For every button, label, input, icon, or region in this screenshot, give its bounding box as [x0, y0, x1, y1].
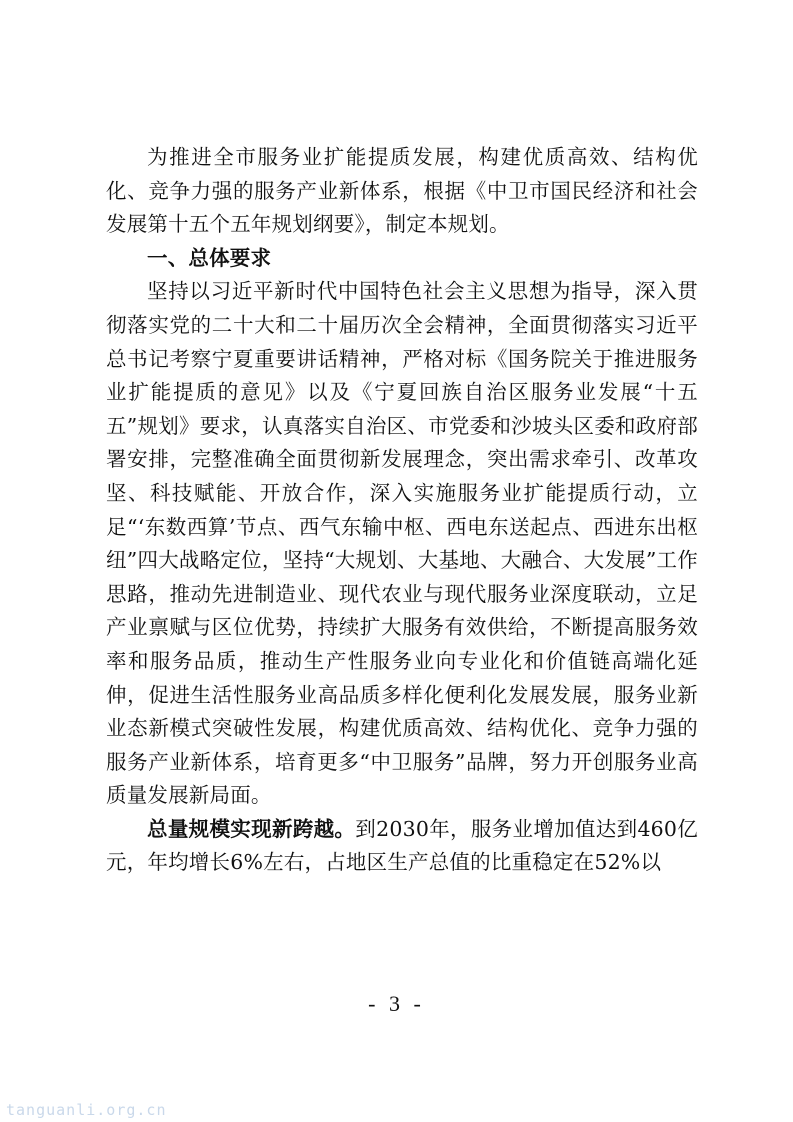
section-heading: 一、总体要求: [147, 245, 272, 270]
guiding-principles-paragraph: 坚持以习近平新时代中国特色社会主义思想为指导，深入贯彻落实党的二十大和二十届历次全会精神，全面贯彻落实习近平总书记考察宁夏重要讲话精神，严格对标《国务院关于推进服务业扩能提质的意见》以及《宁夏回族自治区服务业发展“十五五”规划》要求，认真落实自治区、市党委和沙坡头区委和政府部署安排，完整准确全面贯彻新发展理念，突出需求牵引、改革攻坚、科技赋能、开放合作，深入实施服务业扩能提质行动，立足“‘东数西算’节点、西气东输中枢、西电东送起点、西进东出枢纽”四大战略定位，坚持“大规划、大基地、大融合、大发展”工作思路，推动先进制造业、现代农业与现代服务业深度联动，立足产业禀赋与区位优势，持续扩大服务有效供给，不断提高服务效率和服务品质，推动生产性服务业向专业化和价值链高端化延伸，促进生活性服务业高品质多样化便利化发展发展，服务业新业态新模式突破性发展，构建优质高效、结构优化、竞争力强的服务产业新体系，培育更多“中卫服务”品牌，努力开创服务业高质量发展新局面。: [106, 279, 698, 808]
page-number: - 3 -: [368, 991, 425, 1016]
watermark: tanguanli.org.cn: [6, 1101, 167, 1119]
target-paragraph-text: 到2030年，服务业增加值达到460亿元，年均增长6%左右，占地区生产总值的比重稳定在52%以: [106, 816, 698, 875]
target-paragraph: [106, 813, 698, 880]
target-paragraph-lead: 总量规模实现新跨越。: [147, 816, 356, 841]
intro-paragraph: 为推进全市服务业扩能提质发展，构建优质高效、结构优化、竞争力强的服务产业新体系，根据《中卫市国民经济和社会发展第十五个五年规划纲要》，制定本规划。: [106, 145, 698, 237]
document-body: [106, 141, 698, 880]
